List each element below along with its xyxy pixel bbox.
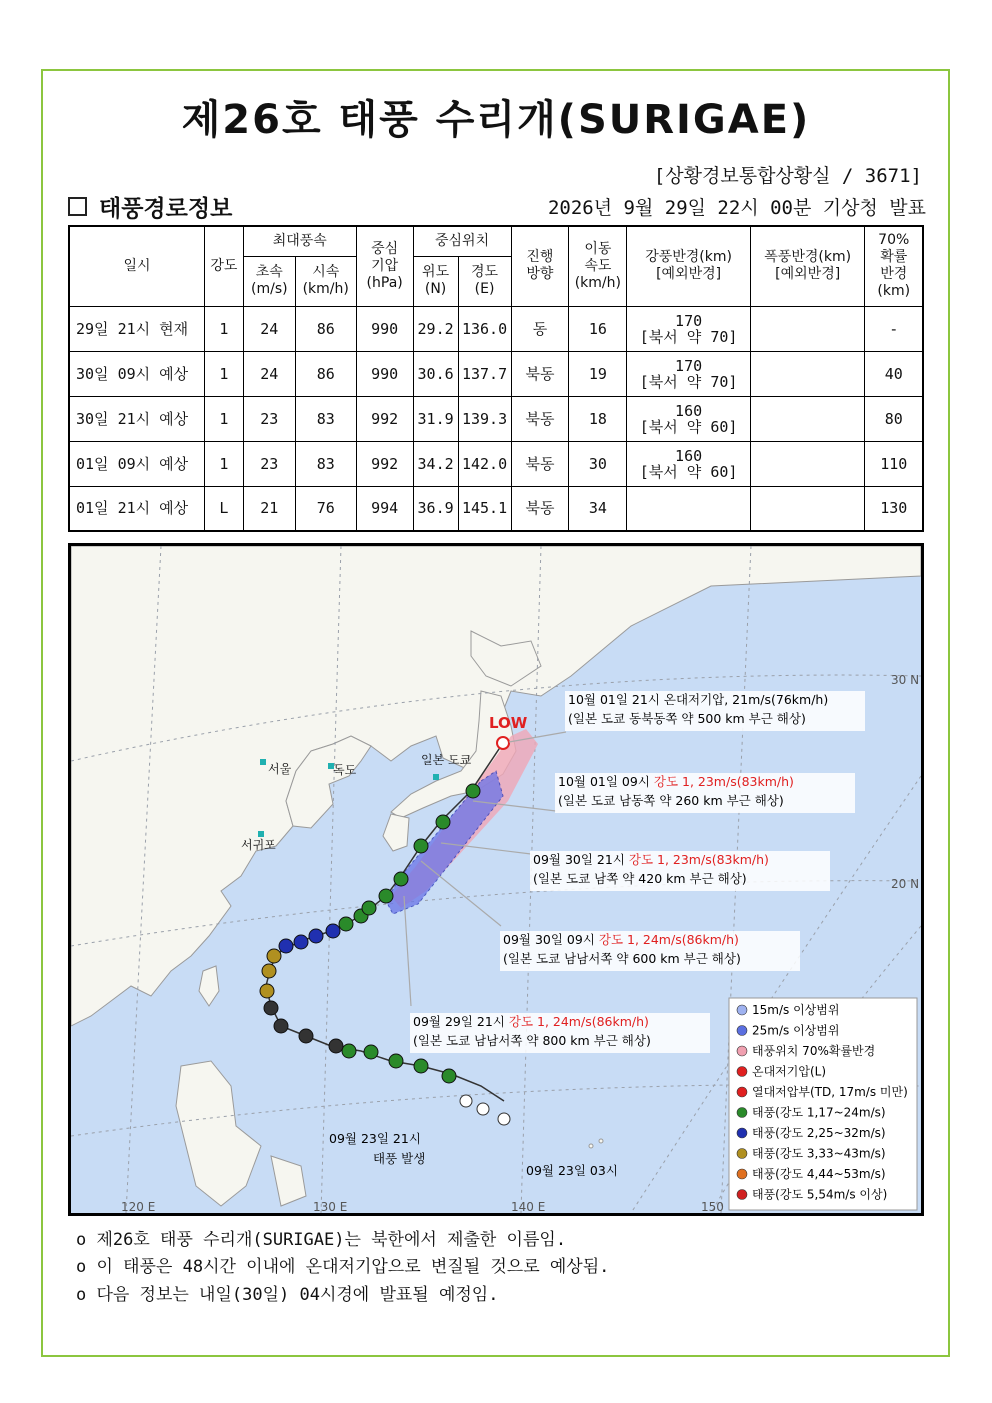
header-storm-radius: 폭풍반경(km) [예외반경] — [750, 226, 865, 306]
cell-prob: - — [865, 306, 923, 351]
cell-prob: 80 — [865, 396, 923, 441]
typhoon-marker-icon — [339, 917, 353, 931]
annotation-line1: 10월 01일 09시 강도 1, 23m/s(83km/h) — [558, 774, 794, 789]
legend-label: 태풍위치 70%확률반경 — [752, 1044, 876, 1058]
cell-ms: 24 — [243, 351, 295, 396]
cell-lon: 139.3 — [458, 396, 511, 441]
typhoon-marker-icon — [394, 872, 408, 886]
cell-time: 30일 21시 예상 — [69, 396, 204, 441]
cell-lon: 145.1 — [458, 486, 511, 531]
annotation-line2: (일본 도쿄 남남서쪽 약 600 km 부근 해상) — [503, 951, 741, 966]
place-tokyo: 일본 도쿄 — [421, 753, 472, 767]
lat-label-20: 20 N — [891, 877, 920, 891]
annotation-line2: (일본 도쿄 남남서쪽 약 800 km 부근 해상) — [413, 1033, 651, 1048]
typhoon-marker-icon — [389, 1054, 403, 1068]
lon-label-130: 130 E — [313, 1200, 348, 1213]
header-lon: 경도 (E) — [458, 256, 511, 306]
cell-speed: 30 — [569, 441, 627, 486]
cell-strong: 170 [북서 약 70] — [627, 306, 751, 351]
cell-dir: 북동 — [511, 396, 569, 441]
legend-swatch-icon — [737, 1149, 747, 1159]
table-row — [69, 441, 923, 486]
note-2: o 이 태풍은 48시간 이내에 온대저기압으로 변질될 것으로 예상됨. — [76, 1257, 610, 1277]
typhoon-marker-icon — [279, 939, 293, 953]
cell-dir: 북동 — [511, 441, 569, 486]
cell-time: 30일 09시 예상 — [69, 351, 204, 396]
cell-lat: 29.2 — [413, 306, 458, 351]
legend-label: 태풍(강도 5,54m/s 이상) — [752, 1187, 888, 1202]
lon-label-140: 140 E — [511, 1200, 546, 1213]
cell-storm — [750, 351, 865, 396]
cell-speed: 34 — [569, 486, 627, 531]
cell-strong: 160 [북서 약 60] — [627, 441, 751, 486]
typhoon-marker-icon — [329, 1039, 343, 1053]
section-heading — [68, 190, 232, 223]
cell-storm — [750, 306, 865, 351]
genesis-line2: 태풍 발생 — [373, 1151, 426, 1166]
cell-time: 29일 21시 현재 — [69, 306, 204, 351]
genesis-line1: 09월 23일 21시 — [329, 1131, 421, 1146]
header-kmh: 시속 (km/h) — [295, 256, 356, 306]
lat-label-30: 30 N — [891, 673, 920, 687]
cell-hpa: 992 — [356, 396, 413, 441]
cell-time: 01일 09시 예상 — [69, 441, 204, 486]
checkbox-icon — [68, 197, 87, 216]
table-row — [69, 396, 923, 441]
cell-ms: 23 — [243, 441, 295, 486]
header-intensity: 강도 — [204, 226, 243, 306]
typhoon-marker-icon — [379, 889, 393, 903]
cell-prob: 40 — [865, 351, 923, 396]
cell-lat: 34.2 — [413, 441, 458, 486]
typhoon-track-map — [68, 543, 924, 1216]
header-speed: 이동속도 (km/h) — [569, 226, 627, 306]
place-dokdo: 독도 — [333, 763, 357, 777]
cell-dir: 북동 — [511, 486, 569, 531]
typhoon-marker-icon — [309, 929, 323, 943]
cell-hpa: 990 — [356, 351, 413, 396]
annotation-line2: (일본 도쿄 남동쪽 약 260 km 부근 해상) — [558, 793, 784, 808]
header-time: 일시 — [69, 226, 204, 306]
typhoon-marker-icon — [260, 984, 274, 998]
cell-lon: 136.0 — [458, 306, 511, 351]
cell-speed: 18 — [569, 396, 627, 441]
cell-kmh: 86 — [295, 306, 356, 351]
cell-storm — [750, 486, 865, 531]
cell-dir: 동 — [511, 306, 569, 351]
issued-time: 2026년 9월 29일 22시 00분 기상청 발표 — [547, 197, 926, 219]
legend-label: 태풍(강도 2,25~32m/s) — [752, 1126, 886, 1140]
annotation-line1: 10월 01일 21시 온대저기압, 21m/s(76km/h) — [568, 692, 829, 707]
header-pressure: 중심기압 (hPa) — [356, 226, 413, 306]
legend-swatch-icon — [737, 1046, 747, 1056]
cell-ms: 23 — [243, 396, 295, 441]
header-maxwind: 최대풍속 — [243, 226, 356, 256]
typhoon-marker-icon — [299, 1029, 313, 1043]
typhoon-marker-icon — [342, 1044, 356, 1058]
legend-swatch-icon — [737, 1169, 747, 1179]
legend-swatch-icon — [737, 1190, 747, 1200]
cell-intensity: 1 — [204, 306, 243, 351]
annotation-line1: 09월 29일 21시 강도 1, 24m/s(86km/h) — [413, 1014, 649, 1029]
cell-hpa: 990 — [356, 306, 413, 351]
typhoon-marker-icon — [262, 964, 276, 978]
map-canvas — [71, 546, 921, 1213]
cell-lat: 36.9 — [413, 486, 458, 531]
cell-prob: 130 — [865, 486, 923, 531]
typhoon-marker-icon — [436, 815, 450, 829]
cell-ms: 21 — [243, 486, 295, 531]
start-label: 09월 23일 03시 — [526, 1163, 618, 1178]
cell-hpa: 994 — [356, 486, 413, 531]
cell-kmh: 86 — [295, 351, 356, 396]
cell-kmh: 83 — [295, 441, 356, 486]
typhoon-marker-icon — [414, 839, 428, 853]
typhoon-table — [68, 225, 924, 532]
legend-label: 15m/s 이상범위 — [752, 1003, 840, 1017]
cell-strong: 160 [북서 약 60] — [627, 396, 751, 441]
section-title: 태풍경로정보 — [99, 196, 233, 222]
lon-label-120: 120 E — [121, 1200, 156, 1213]
header-center: 중심위치 — [413, 226, 511, 256]
typhoon-marker-icon — [414, 1059, 428, 1073]
typhoon-marker-icon — [442, 1069, 456, 1083]
low-label: LOW — [489, 714, 528, 732]
cell-intensity: 1 — [204, 396, 243, 441]
typhoon-marker-icon — [294, 935, 308, 949]
legend-label: 태풍(강도 1,17~24m/s) — [752, 1105, 886, 1120]
annotation-line2: (일본 도쿄 남쪽 약 420 km 부근 해상) — [533, 871, 747, 886]
lon-label-150: 150 — [701, 1200, 724, 1213]
cell-intensity: L — [204, 486, 243, 531]
department-label: [상황경보통합상황실 / 3671] — [653, 165, 922, 187]
note-3: o 다음 정보는 내일(30일) 04시경에 발표될 예정임. — [76, 1285, 499, 1305]
header-probability: 70% 확률 반경 (km) — [865, 226, 923, 306]
cell-time: 01일 21시 예상 — [69, 486, 204, 531]
cell-speed: 16 — [569, 306, 627, 351]
cell-storm — [750, 441, 865, 486]
cell-speed: 19 — [569, 351, 627, 396]
legend-label: 태풍(강도 4,44~53m/s) — [752, 1167, 886, 1181]
cell-kmh: 83 — [295, 396, 356, 441]
table-row — [69, 486, 923, 531]
legend-swatch-icon — [737, 1108, 747, 1118]
cell-ms: 24 — [243, 306, 295, 351]
typhoon-marker-icon — [267, 949, 281, 963]
header-ms: 초속 (m/s) — [243, 256, 295, 306]
annotation-line1: 09월 30일 09시 강도 1, 24m/s(86km/h) — [503, 932, 739, 947]
legend-swatch-icon — [737, 1026, 747, 1036]
header-lat: 위도 (N) — [413, 256, 458, 306]
typhoon-marker-icon — [264, 1001, 278, 1015]
typhoon-marker-icon — [274, 1019, 288, 1033]
typhoon-marker-icon — [362, 901, 376, 915]
header-strong-radius: 강풍반경(km) [예외반경] — [627, 226, 751, 306]
cell-lat: 31.9 — [413, 396, 458, 441]
legend-label: 열대저압부(TD, 17m/s 미만) — [752, 1085, 908, 1099]
cell-dir: 북동 — [511, 351, 569, 396]
low-marker — [497, 737, 509, 749]
table-row — [69, 351, 923, 396]
table-row — [69, 306, 923, 351]
legend-swatch-icon — [737, 1005, 747, 1015]
legend-label: 25m/s 이상범위 — [752, 1023, 840, 1038]
cell-strong — [627, 486, 751, 531]
legend-label: 태풍(강도 3,33~43m/s) — [752, 1146, 886, 1161]
cell-prob: 110 — [865, 441, 923, 486]
cell-intensity: 1 — [204, 441, 243, 486]
note-1: o 제26호 태풍 수리개(SURIGAE)는 북한에서 제출한 이름임. — [76, 1230, 567, 1250]
cell-intensity: 1 — [204, 351, 243, 396]
cell-storm — [750, 396, 865, 441]
header-direction: 진행방향 — [511, 226, 569, 306]
cell-lon: 137.7 — [458, 351, 511, 396]
legend-swatch-icon — [737, 1087, 747, 1097]
map-legend — [729, 998, 917, 1210]
cell-hpa: 992 — [356, 441, 413, 486]
place-seogwipo: 서귀포 — [241, 838, 276, 852]
cell-lat: 30.6 — [413, 351, 458, 396]
annotation-line1: 09월 30일 21시 강도 1, 23m/s(83km/h) — [533, 852, 769, 867]
legend-swatch-icon — [737, 1128, 747, 1138]
place-seoul: 서울 — [268, 762, 292, 776]
typhoon-marker-icon — [466, 784, 480, 798]
cell-kmh: 76 — [295, 486, 356, 531]
typhoon-marker-icon — [326, 924, 340, 938]
annotation-line2: (일본 도쿄 동북동쪽 약 500 km 부근 해상) — [568, 711, 806, 726]
typhoon-marker-icon — [364, 1045, 378, 1059]
cell-lon: 142.0 — [458, 441, 511, 486]
page-title: 제26호 태풍 수리개(SURIGAE) — [181, 97, 811, 143]
cell-strong: 170 [북서 약 70] — [627, 351, 751, 396]
legend-swatch-icon — [737, 1067, 747, 1077]
legend-label: 온대저기압(L) — [752, 1064, 827, 1079]
